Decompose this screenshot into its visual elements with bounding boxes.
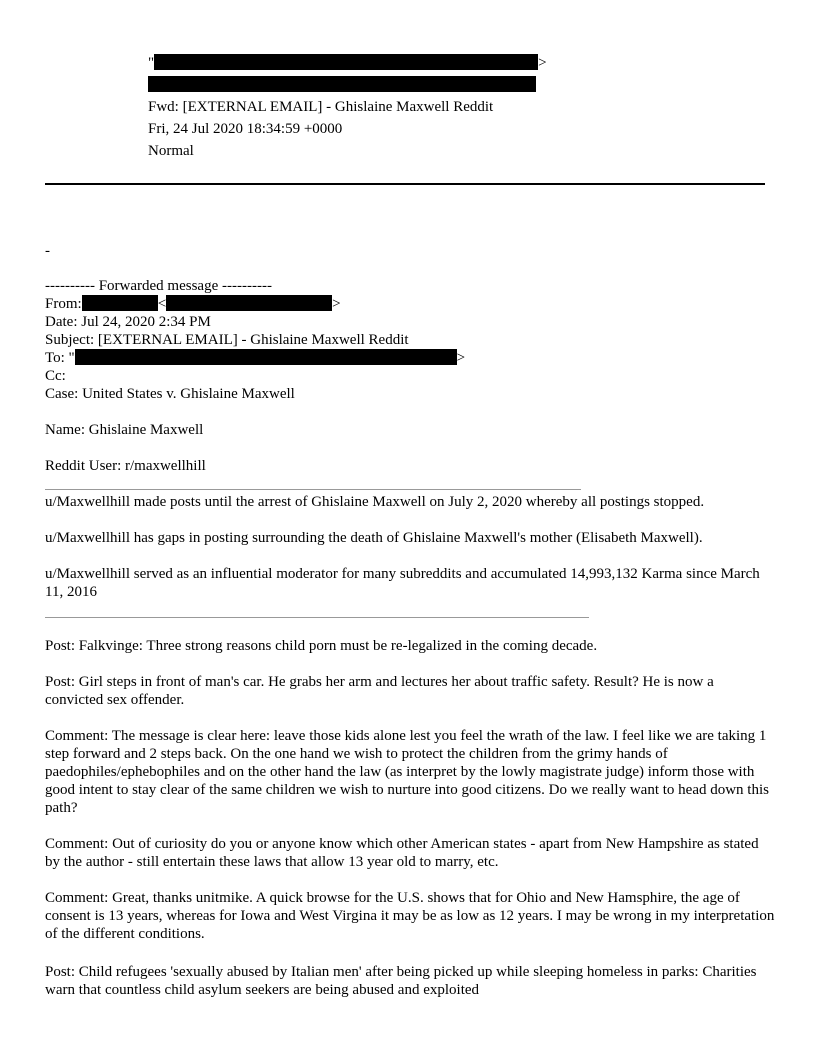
redaction-bar xyxy=(75,349,457,365)
fwd-from-gt: > xyxy=(332,296,341,312)
redaction-bar xyxy=(82,295,158,311)
from-quote: " xyxy=(148,55,155,71)
fact-3: u/Maxwellhill served as an influential moderator for many subreddits and accumulated 14,993,132 Karma since March 11, 2016 xyxy=(45,566,760,600)
name-line: Name: Ghislaine Maxwell xyxy=(45,422,204,438)
fwd-to-gt: > xyxy=(456,350,466,366)
fwd-subject-line: Subject: [EXTERNAL EMAIL] - Ghislaine Maxwell Reddit xyxy=(45,332,409,348)
fwd-date-line: Date: Jul 24, 2020 2:34 PM xyxy=(45,314,211,330)
fact-2: u/Maxwellhill has gaps in posting surrounding the death of Ghislaine Maxwell's mother (Elisabeth Maxwell). xyxy=(45,530,703,546)
fwd-to-label: To: " xyxy=(45,350,75,366)
date-value: Fri, 24 Jul 2020 18:34:59 +0000 xyxy=(148,121,343,137)
fwd-case-line: Case: United States v. Ghislaine Maxwell xyxy=(45,386,295,402)
divider-1 xyxy=(45,489,581,490)
comment-1: Comment: The message is clear here: leave those kids alone lest you feel the wrath of the law. I feel like we are taking 1 step forward and 2 steps back. On the one hand we wish to protect the children from the grimy hands of paedophiles/ephebophiles and on the other hand the law (as interpret by the lowly magistrate judge) inform those with good intent to stay clear of the same children we wish to nurture into good citizens. Do we really want to head down this path? xyxy=(45,728,769,816)
from-value xyxy=(148,53,547,73)
redaction-bar xyxy=(148,76,536,92)
importance-value: Normal xyxy=(148,143,194,159)
redaction-bar xyxy=(154,54,538,70)
fwd-from-lt: < xyxy=(157,296,167,312)
post-3: Post: Child refugees 'sexually abused by Italian men' after being picked up while sleeping homeless in parks: Charities warn that countless child asylum seekers are being abused and exploited xyxy=(45,964,757,998)
fwd-from-label: From: xyxy=(45,296,82,312)
post-1: Post: Falkvinge: Three strong reasons child porn must be re-legalized in the coming decade. xyxy=(45,638,598,654)
fact-1: u/Maxwellhill made posts until the arrest of Ghislaine Maxwell on July 2, 2020 whereby all postings stopped. xyxy=(45,494,705,510)
header-divider xyxy=(45,183,765,185)
divider-2 xyxy=(45,617,589,618)
dash-line: - xyxy=(45,243,50,259)
to-value xyxy=(148,75,536,95)
comment-3: Comment: Great, thanks unitmike. A quick browse for the U.S. shows that for Ohio and New Hamsphire, the age of consent is 13 years, whereas for Iowa and West Virgina it may be as low as 12 years. I may be wrong in my interpretation of the different conditions. xyxy=(45,890,775,942)
redaction-bar xyxy=(166,295,332,311)
fwd-cc-line: Cc: xyxy=(45,368,66,384)
reddit-user-line: Reddit User: r/maxwellhill xyxy=(45,458,206,474)
fwd-from-line xyxy=(45,295,341,313)
forwarded-marker: ---------- Forwarded message ---------- xyxy=(45,278,272,294)
post-2: Post: Girl steps in front of man's car. He grabs her arm and lectures her about traffic safety. Result? He is now a convicted sex offender. xyxy=(45,674,714,708)
from-gt: > xyxy=(538,55,547,71)
subject-value: Fwd: [EXTERNAL EMAIL] - Ghislaine Maxwell Reddit xyxy=(148,99,494,115)
fwd-to-line xyxy=(45,349,465,367)
comment-2: Comment: Out of curiosity do you or anyone know which other American states - apart from New Hampshire as stated by the author - still entertain these laws that allow 13 year old to marry, etc. xyxy=(45,836,759,870)
